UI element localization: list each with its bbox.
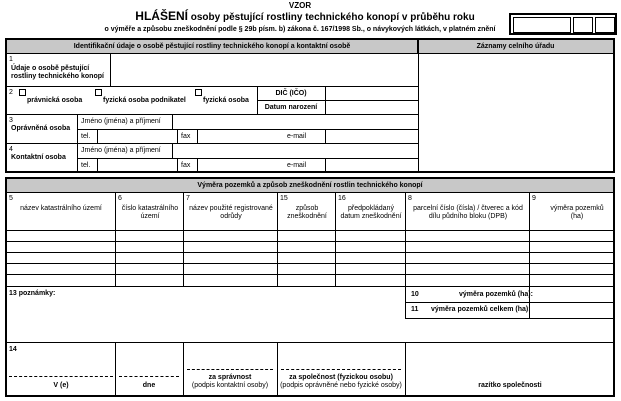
- place-line[interactable]: [9, 376, 113, 377]
- date-label: dne: [142, 382, 156, 389]
- tel-label: tel.: [81, 133, 91, 140]
- correct-signature-line[interactable]: [187, 369, 273, 370]
- checkbox-icon: [195, 89, 202, 96]
- field-1-label: Údaje o osobě pěstující rostliny technického konopí: [11, 65, 104, 80]
- column-header: 7 název použité registrované odrůdy: [183, 193, 277, 231]
- company-sub: (podpis oprávněné nebo fyzické osoby): [280, 382, 402, 389]
- field-1-input[interactable]: [110, 54, 418, 86]
- option-fyzicka-podnikatel-label: fyzická osoba podnikatel: [103, 97, 186, 104]
- column-header: 5 název katastrálního území: [9, 195, 102, 212]
- sum-11-label: výměra pozemků celkem (ha):: [431, 306, 531, 313]
- form-number-field[interactable]: [595, 17, 615, 33]
- name-label: Jméno (jména) a příjmení: [81, 147, 161, 154]
- fax-label: fax: [181, 162, 191, 169]
- correct-sub: (podpis kontaktní osoby): [191, 382, 269, 389]
- place-label: V (e): [53, 382, 69, 389]
- form-number-field[interactable]: [513, 17, 571, 33]
- company-signature-line[interactable]: [281, 369, 401, 370]
- option-pravnicka-label: právnická osoba: [27, 97, 83, 104]
- form-number-box: [509, 13, 617, 35]
- notes-label: 13 poznámky:: [9, 290, 56, 297]
- table-row[interactable]: [7, 275, 613, 287]
- section-identification-title: Identifikační údaje o osobě pěstující rostliny technického konopí a kontaktní osobě: [7, 40, 418, 54]
- sum-10-number: 10: [411, 291, 419, 298]
- table-row[interactable]: [7, 253, 613, 264]
- birthdate-label: Datum narození: [264, 104, 318, 111]
- field-2-number: 2: [9, 89, 13, 96]
- column-header: 6 číslo katastrálního území: [115, 193, 183, 231]
- field-1-row: [7, 54, 418, 87]
- sum-10-label: výměra pozemků (ha):: [459, 291, 533, 298]
- sum-11-input[interactable]: [530, 303, 612, 317]
- field-4-name-input[interactable]: [172, 144, 418, 158]
- notes-input[interactable]: [9, 299, 403, 341]
- correct-label: za správnost: [208, 374, 252, 381]
- stamp-label: razítko společnosti: [478, 382, 542, 389]
- form-title-bold: HLÁŠENÍ: [135, 9, 188, 23]
- customs-records-title: Záznamy celního úřadu: [418, 40, 613, 54]
- column-header: 15 způsob zneškodnění: [277, 193, 335, 231]
- field-3-name-input[interactable]: [172, 115, 418, 129]
- signature-block: [7, 343, 613, 395]
- table-row[interactable]: [7, 264, 613, 275]
- column-header: 9 výměra pozemků (ha): [529, 193, 613, 231]
- field-3-fax-input[interactable]: [198, 130, 286, 143]
- notes-block: [7, 287, 613, 343]
- field-3-row: [7, 115, 418, 144]
- field-4-label: Kontaktní osoba: [11, 154, 66, 161]
- field-4-tel-input[interactable]: [98, 159, 177, 172]
- sum-11-number: 11: [411, 306, 419, 313]
- signature-number: 14: [9, 346, 17, 353]
- fax-label: fax: [181, 133, 191, 140]
- field-4-row: [7, 144, 418, 173]
- birthdate-input[interactable]: [326, 101, 418, 114]
- customs-records-area: [419, 54, 613, 173]
- checkbox-icon: [95, 89, 102, 96]
- dic-input[interactable]: [326, 87, 418, 100]
- tel-label: tel.: [81, 162, 91, 169]
- table-header: [7, 193, 613, 231]
- field-4-email-input[interactable]: [326, 159, 418, 172]
- form-subtitle: o výměře a způsobu zneškodnění podle § 29b písm. b) zákona č. 167/1998 Sb., o návykových látkách, v platném znění: [104, 26, 496, 33]
- company-label: za společnost (fyzickou osobu): [289, 374, 393, 381]
- field-3-tel-input[interactable]: [98, 130, 177, 143]
- form-title: [110, 11, 500, 23]
- vzor-label: VZOR: [288, 1, 312, 10]
- field-3-label: Oprávněná osoba: [11, 125, 71, 132]
- field-2-row: [7, 87, 418, 115]
- column-header: 16 předpokládaný datum zneškodnění: [335, 193, 405, 231]
- table-body: [7, 231, 613, 287]
- field-4-fax-input[interactable]: [198, 159, 286, 172]
- section-land-area-title: Výměra pozemků a způsob zneškodnění rostlin technického konopí: [7, 179, 613, 193]
- checkbox-icon: [19, 89, 26, 96]
- form-title-rest: osoby pěstující rostliny technického konopí v průběhu roku: [190, 12, 475, 23]
- column-header: 8 parcelní číslo (čísla) / čtverec a kód dílu půdního bloku (DPB): [405, 193, 529, 231]
- table-row[interactable]: [7, 231, 613, 242]
- field-3-email-input[interactable]: [326, 130, 418, 143]
- company-stamp-area[interactable]: [407, 345, 611, 381]
- email-label: e-mail: [287, 162, 307, 169]
- table-row[interactable]: [7, 242, 613, 253]
- date-line[interactable]: [119, 376, 179, 377]
- field-4-number: 4: [9, 146, 13, 153]
- field-3-number: 3: [9, 117, 13, 124]
- email-label: e-mail: [287, 133, 307, 140]
- field-1-number: 1: [9, 56, 13, 63]
- form-number-field[interactable]: [573, 17, 593, 33]
- name-label: Jméno (jména) a příjmení: [81, 118, 161, 125]
- option-fyzicka-label: fyzická osoba: [203, 97, 249, 104]
- dic-label: DIČ (IČO): [275, 90, 307, 97]
- sum-10-input[interactable]: [530, 288, 612, 301]
